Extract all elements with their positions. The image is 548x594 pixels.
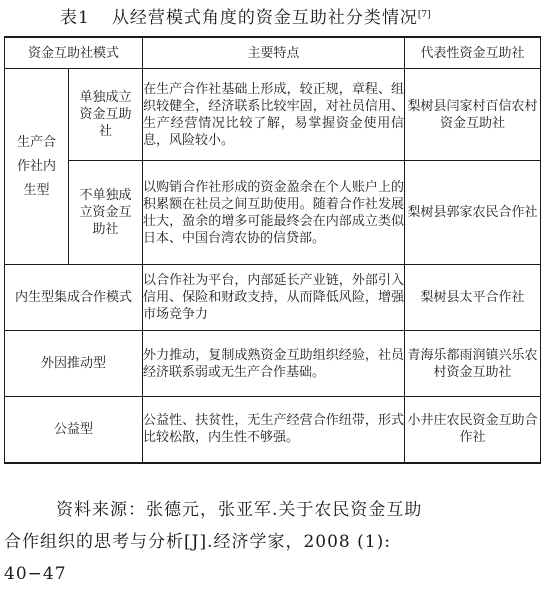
feature-cell: 外力推动，复制成熟资金互助组织经验，社员经济联系弱或无生产合作基础。 <box>143 331 405 397</box>
representative-cell: 梨树县郭家农民合作社 <box>405 161 541 265</box>
mode-cell: 内生型集成合作模式 <box>5 265 143 331</box>
table-number: 表1 <box>60 8 90 28</box>
sub-mode-cell: 不单独成立资金互助社 <box>69 161 143 265</box>
table-title: 从经营模式角度的资金互助社分类情况 <box>111 8 418 28</box>
feature-cell: 以购销合作社形成的资金盈余在个人账户上的积累额在社员之间互助使用。随着合作社发展壮大，盈余的增多可能最终会在内部成立类似日本、中国台湾农协的信贷部。 <box>143 161 405 265</box>
mode-cell: 外因推动型 <box>5 331 143 397</box>
table-caption <box>0 0 548 30</box>
source-line: 资料来源：张德元，张亚军.关于农民资金互助 <box>56 500 423 520</box>
citation-ref: [7] <box>417 10 431 20</box>
table-row <box>5 161 541 265</box>
header-mode: 资金互助社模式 <box>5 37 143 69</box>
table-row <box>5 265 541 331</box>
source-note <box>4 494 544 590</box>
representative-cell: 青海乐都雨润镇兴乐农村资金互助社 <box>405 331 541 397</box>
representative-cell: 梨树县闫家村百信农村资金互助社 <box>405 69 541 161</box>
header-features: 主要特点 <box>143 37 405 69</box>
group-label-cell <box>5 69 69 265</box>
feature-cell: 在生产合作社基础上形成，较正规，章程、组织较健全，经济联系比较牢固，对社员信用、生产经营情况比较了解，易掌握资金使用信息，风险较小。 <box>143 69 405 161</box>
feature-cell: 以合作社为平台，内部延长产业链，外部引入信用、保险和财政支持，从而降低风险，增强市场竞争力 <box>143 265 405 331</box>
table-row <box>5 69 541 161</box>
source-line: 合作组织的思考与分析[J].经济学家，2008 (1): <box>4 532 391 552</box>
classification-table <box>4 36 541 464</box>
sub-mode-cell: 单独成立资金互助社 <box>69 69 143 161</box>
mode-cell: 公益型 <box>5 397 143 463</box>
table-row <box>5 331 541 397</box>
representative-cell: 小井庄农民资金互助合作社 <box>405 397 541 463</box>
source-line: 40−47 <box>4 564 67 584</box>
header-representative: 代表性资金互助社 <box>405 37 541 69</box>
representative-cell: 梨树县太平合作社 <box>405 265 541 331</box>
table-header-row <box>5 37 541 69</box>
group-label: 生产合作社内生型 <box>16 134 56 198</box>
table-row <box>5 397 541 463</box>
feature-cell: 公益性、扶贫性，无生产经营合作纽带，形式比较松散，内生性不够强。 <box>143 397 405 463</box>
